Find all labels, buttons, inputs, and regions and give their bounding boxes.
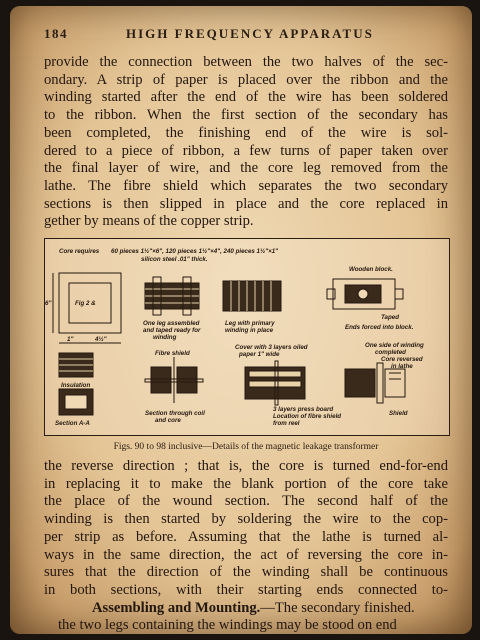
- leg-primary-label: winding in place: [225, 327, 274, 334]
- dim-bottom-left-label: 1": [67, 336, 74, 343]
- page-header: [44, 26, 442, 46]
- core-requires-label: Core requires: [59, 248, 100, 255]
- leg-assembled-label: One leg assembled: [143, 320, 200, 327]
- text-line: provide the connection between the two halves of the sec-: [44, 54, 448, 70]
- leg-primary-label: Leg with primary: [225, 320, 275, 327]
- one-side-label: completed: [375, 349, 406, 356]
- section-through-label: Section through coil: [145, 410, 205, 417]
- book-page: [10, 6, 472, 634]
- section-through-label: and core: [155, 417, 181, 424]
- text-line: winding is then started by soldering the wire to the cop-: [44, 511, 448, 528]
- text-line: to the ribbon. When the first section of the secondary has: [44, 107, 448, 124]
- text-line: sures that the direction of the winding shall be continuous: [44, 564, 448, 581]
- wooden-block-label: Wooden block.: [349, 266, 393, 273]
- text-line: gether by means of the copper strip.: [44, 213, 254, 230]
- dim-bottom-right-label: 4½": [95, 336, 107, 343]
- leg-assembled-label: and taped ready for: [143, 327, 201, 334]
- figure-caption: Figs. 90 to 98 inclusive—Details of the magnetic leakage transformer: [113, 442, 379, 452]
- one-side-label: One side of winding: [365, 342, 424, 349]
- wooden-block-drawing: [327, 279, 403, 309]
- taped-label: Taped: [381, 314, 399, 321]
- subheading-line: [44, 600, 448, 618]
- text-line: in both sections, with their starting ends connected to-: [44, 581, 448, 598]
- figure-drawing: [45, 239, 449, 435]
- cover-layers-drawing: [245, 361, 305, 405]
- leg-assembled-label: winding: [153, 334, 177, 341]
- text-line: per strip as before. Assuming that the lathe is turned al-: [44, 528, 448, 545]
- shield-label: Shield: [389, 410, 408, 417]
- cover-layers-label: Cover with 3 layers oiled: [235, 344, 308, 351]
- subheading: Assembling and Mounting.: [92, 599, 261, 616]
- one-side-label: Core reversed: [381, 356, 423, 363]
- section-aa-label: Section A-A: [55, 420, 90, 427]
- running-title: HIGH FREQUENCY APPARATUS: [126, 26, 374, 41]
- text-line: been completed, the finishing end of the wire is sol-: [44, 124, 448, 141]
- text-line: the final layer of wire, and the core leg removed from the: [44, 160, 448, 177]
- leg-primary-drawing: [223, 281, 281, 311]
- text-line: the two legs containing the windings may be stood on end: [58, 617, 397, 634]
- text-line: the reverse direction ; that is, the core is turned end-for-end: [44, 458, 448, 474]
- core-spec2-label: silicon steel .01" thick.: [141, 256, 208, 263]
- ends-forced-label: Ends forced into block.: [345, 324, 414, 331]
- fibre-shield-label: Fibre shield: [155, 350, 190, 357]
- text-line: in replacing it to make the blank portion of the core take: [44, 475, 448, 492]
- fig-label: Fig 2 &: [75, 300, 96, 307]
- press-board-label: 3 layers press board: [273, 406, 334, 413]
- text-line: ondary. A strip of paper is placed over the ribbon and the: [44, 71, 448, 88]
- text-line: sections is then slipped in place and the core replaced in: [44, 195, 448, 212]
- press-board-label: Location of fibre shield: [273, 413, 342, 420]
- one-side-label: in lathe: [391, 363, 413, 370]
- text-line: the place of the wound section. The second half of the: [44, 493, 448, 510]
- insulation-label: Insulation: [61, 382, 91, 389]
- text-line: dered to a piece of ribbon, a few turns of paper taken over: [44, 142, 448, 159]
- core-spec-label: 60 pieces 1½"×6", 120 pieces 1½"×4", 240 pieces 1½"×1": [111, 248, 279, 255]
- text-line: winding started after the end of the wire has been soldered: [44, 89, 448, 106]
- text-line: lathe. The fibre shield which separates the two secondary: [44, 177, 448, 194]
- cover-layers-label: paper 1" wide: [239, 351, 280, 358]
- transformer-figure: [44, 238, 450, 436]
- body-text-top: [44, 54, 448, 231]
- press-board-label: from reel: [273, 420, 300, 427]
- subheading-rest: —The secondary finished.: [260, 599, 415, 616]
- section-through-coil-drawing: [145, 357, 203, 403]
- text-line: ways in the same direction, the act of reversing the core in-: [44, 546, 448, 563]
- dim-left-label: 6": [45, 300, 52, 307]
- leg-assembled-drawing: [145, 277, 199, 315]
- body-text-bottom: [44, 458, 448, 634]
- page-number: 184: [44, 26, 68, 41]
